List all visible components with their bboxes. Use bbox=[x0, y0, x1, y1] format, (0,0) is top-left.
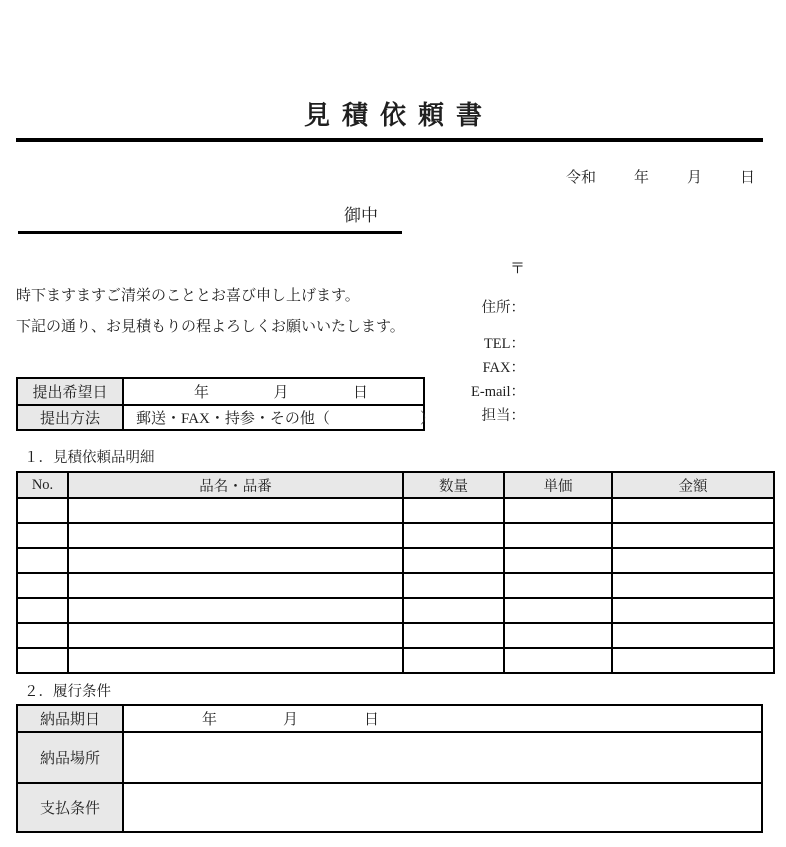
item-row bbox=[17, 623, 774, 648]
delivery-place-field[interactable] bbox=[123, 732, 762, 783]
title-divider-rule bbox=[16, 138, 763, 142]
item-amount-cell[interactable] bbox=[612, 573, 774, 598]
day-suffix: 日 bbox=[364, 712, 380, 728]
item-name-cell[interactable] bbox=[68, 498, 403, 523]
item-unit-price-cell[interactable] bbox=[504, 598, 612, 623]
item-unit-price-cell[interactable] bbox=[504, 498, 612, 523]
section1-heading: １．見積依頼品明細 bbox=[24, 450, 155, 466]
month-suffix: 月 bbox=[686, 170, 702, 186]
delivery-date-row bbox=[17, 705, 762, 732]
desired-date-row bbox=[17, 378, 424, 405]
year-suffix: 年 bbox=[202, 712, 218, 728]
item-quantity-cell[interactable] bbox=[403, 598, 504, 623]
item-no-cell[interactable] bbox=[17, 623, 68, 648]
item-no-cell[interactable] bbox=[17, 523, 68, 548]
date-line bbox=[566, 166, 755, 187]
submission-method-field[interactable] bbox=[123, 405, 435, 430]
delivery-date-field[interactable] bbox=[123, 705, 762, 732]
item-name-cell[interactable] bbox=[68, 648, 403, 673]
item-quantity-cell[interactable] bbox=[403, 498, 504, 523]
recipient-honorific: 御中 bbox=[344, 206, 378, 225]
email-label: E-mail： bbox=[471, 384, 525, 400]
column-header-amount: 金額 bbox=[612, 472, 774, 498]
greeting-line-2: 下記の通り、お見積もりの程よろしくお願いいたします。 bbox=[16, 319, 405, 335]
item-unit-price-cell[interactable] bbox=[504, 648, 612, 673]
year-suffix: 年 bbox=[194, 385, 210, 401]
month-suffix: 月 bbox=[283, 712, 299, 728]
column-header-unit-price: 単価 bbox=[504, 472, 612, 498]
item-amount-cell[interactable] bbox=[612, 623, 774, 648]
item-name-cell[interactable] bbox=[68, 548, 403, 573]
era-label: 令和 bbox=[565, 170, 596, 186]
item-row bbox=[17, 523, 774, 548]
item-amount-cell[interactable] bbox=[612, 648, 774, 673]
items-header-row bbox=[17, 472, 774, 498]
document-title: 見積依頼書 bbox=[303, 101, 494, 130]
item-no-cell[interactable] bbox=[17, 598, 68, 623]
column-header-quantity: 数量 bbox=[403, 472, 504, 498]
desired-date-field[interactable] bbox=[123, 378, 424, 405]
item-row bbox=[17, 598, 774, 623]
item-no-cell[interactable] bbox=[17, 548, 68, 573]
items-table bbox=[16, 471, 775, 674]
item-quantity-cell[interactable] bbox=[403, 623, 504, 648]
item-row bbox=[17, 548, 774, 573]
terms-table bbox=[16, 704, 763, 833]
item-quantity-cell[interactable] bbox=[403, 523, 504, 548]
delivery-place-row bbox=[17, 732, 762, 783]
payment-terms-label: 支払条件 bbox=[17, 783, 123, 832]
submission-method-label: 提出方法 bbox=[17, 405, 123, 430]
item-unit-price-cell[interactable] bbox=[504, 548, 612, 573]
tel-label: TEL： bbox=[483, 336, 525, 352]
item-no-cell[interactable] bbox=[17, 648, 68, 673]
item-amount-cell[interactable] bbox=[612, 523, 774, 548]
fax-label: FAX： bbox=[482, 360, 525, 376]
recipient-name-field[interactable] bbox=[18, 200, 402, 234]
item-unit-price-cell[interactable] bbox=[504, 573, 612, 598]
item-amount-cell[interactable] bbox=[612, 548, 774, 573]
payment-terms-field[interactable] bbox=[123, 783, 762, 832]
contact-person-label: 担当： bbox=[481, 408, 525, 424]
submission-info-table bbox=[16, 377, 435, 431]
item-row bbox=[17, 573, 774, 598]
item-name-cell[interactable] bbox=[68, 523, 403, 548]
address-label: 住所： bbox=[481, 300, 525, 316]
item-amount-cell[interactable] bbox=[612, 498, 774, 523]
day-suffix: 日 bbox=[352, 385, 368, 401]
item-name-cell[interactable] bbox=[68, 623, 403, 648]
section2-heading: ２．履行条件 bbox=[24, 684, 111, 700]
item-quantity-cell[interactable] bbox=[403, 548, 504, 573]
payment-terms-row bbox=[17, 783, 762, 832]
item-no-cell[interactable] bbox=[17, 498, 68, 523]
item-quantity-cell[interactable] bbox=[403, 648, 504, 673]
item-unit-price-cell[interactable] bbox=[504, 623, 612, 648]
item-no-cell[interactable] bbox=[17, 573, 68, 598]
item-name-cell[interactable] bbox=[68, 598, 403, 623]
year-suffix: 年 bbox=[633, 170, 649, 186]
item-name-cell[interactable] bbox=[68, 573, 403, 598]
submission-method-row bbox=[17, 405, 424, 430]
month-suffix: 月 bbox=[273, 385, 289, 401]
column-header-product: 品名・品番 bbox=[68, 472, 403, 498]
greeting-paragraph bbox=[16, 281, 405, 343]
item-row bbox=[17, 498, 774, 523]
column-header-no: No. bbox=[17, 472, 68, 498]
postal-mark: 〒 bbox=[509, 261, 525, 277]
item-amount-cell[interactable] bbox=[612, 598, 774, 623]
delivery-place-label: 納品場所 bbox=[17, 732, 123, 783]
submission-method-options: 郵送・FAX・持参・その他（ ） bbox=[136, 411, 435, 427]
day-suffix: 日 bbox=[739, 170, 755, 186]
delivery-date-label: 納品期日 bbox=[17, 705, 123, 732]
greeting-line-1: 時下ますますご清栄のこととお喜び申し上げます。 bbox=[16, 288, 360, 304]
item-row bbox=[17, 648, 774, 673]
item-unit-price-cell[interactable] bbox=[504, 523, 612, 548]
desired-date-label: 提出希望日 bbox=[17, 378, 123, 405]
item-quantity-cell[interactable] bbox=[403, 573, 504, 598]
